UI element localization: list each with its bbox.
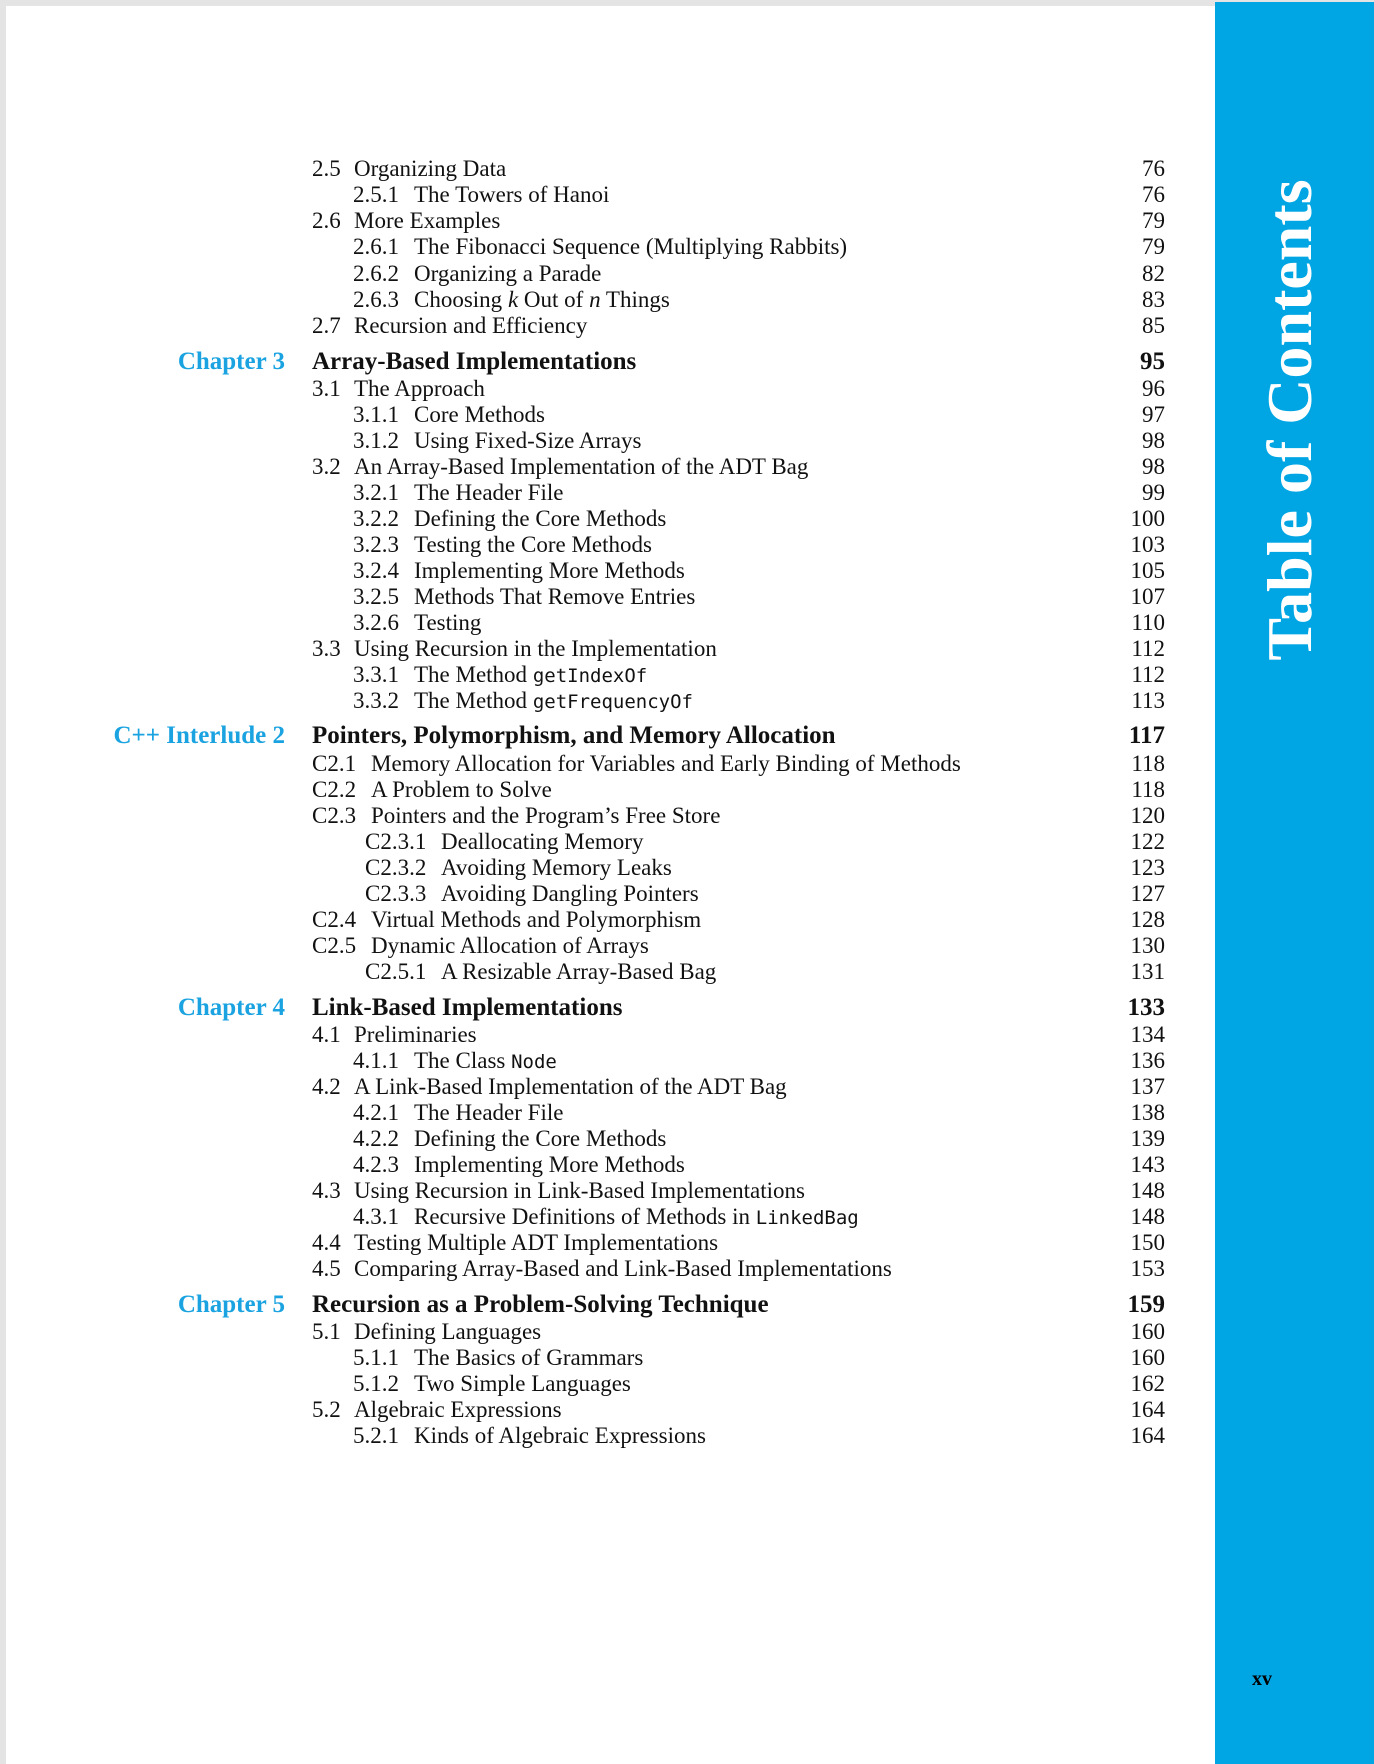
page-ref: 148: [1130, 1178, 1165, 1203]
section-number: 4.3: [312, 1178, 341, 1203]
page-ref: 131: [1130, 959, 1165, 984]
title-text: Implementing More Methods: [414, 558, 685, 583]
page-ref: 79: [1142, 208, 1165, 233]
page-ref: 134: [1130, 1022, 1165, 1047]
chapter-title: [312, 721, 836, 751]
page-ref: 164: [1130, 1423, 1165, 1448]
page-ref: 113: [1131, 688, 1165, 713]
section-title: [354, 311, 587, 341]
title-text: Using Fixed-Size Arrays: [414, 428, 642, 453]
section-title: [441, 957, 716, 987]
title-fragment: Out of: [518, 287, 590, 312]
section-number: C2.3: [312, 803, 357, 828]
chapter-title: [312, 993, 622, 1023]
page-ref: 117: [1128, 722, 1165, 749]
page-ref: 79: [1142, 234, 1165, 259]
title-text: The Header File: [414, 480, 564, 505]
page-ref: 76: [1142, 182, 1165, 207]
toc-chapter-row[interactable]: [0, 993, 1374, 1023]
section-number: 3.3.1: [353, 662, 399, 687]
title-text: Comparing Array-Based and Link-Based Implementations: [354, 1256, 892, 1281]
section-number: 3.1.2: [353, 428, 399, 453]
title-text: More Examples: [354, 208, 501, 233]
chapter-label: C++ Interlude 2: [113, 722, 285, 749]
section-number: 5.1.1: [353, 1345, 399, 1370]
section-number: 3.2.2: [353, 506, 399, 531]
toc-entry-row[interactable]: [0, 1254, 1374, 1284]
section-title: [414, 686, 693, 717]
section-number: 4.3.1: [353, 1204, 399, 1229]
page-ref: 96: [1142, 376, 1165, 401]
chapter-label: Chapter 3: [177, 348, 285, 375]
section-number: 3.1: [312, 376, 341, 401]
section-number: C2.1: [312, 751, 357, 776]
toc-chapter-row[interactable]: [0, 721, 1374, 751]
section-number: 5.2: [312, 1397, 341, 1422]
section-title: [414, 1421, 706, 1451]
section-number: 3.2.6: [353, 610, 399, 635]
title-text: Pointers, Polymorphism, and Memory Allocation: [312, 722, 836, 749]
section-number: C2.3.2: [365, 855, 427, 880]
page-number: xv: [1252, 1668, 1272, 1690]
title-text: Defining the Core Methods: [414, 1126, 667, 1151]
section-number: C2.5: [312, 933, 357, 958]
chapter-label: Chapter 4: [177, 994, 285, 1021]
title-text: Testing the Core Methods: [414, 532, 652, 557]
title-text: Array-Based Implementations: [312, 348, 637, 375]
page-ref: 150: [1130, 1230, 1165, 1255]
section-number: C2.4: [312, 907, 357, 932]
code-identifier: getFrequencyOf: [532, 691, 693, 713]
title-text: Link-Based Implementations: [312, 994, 623, 1021]
chapter-title: [312, 1290, 769, 1320]
title-text: Methods That Remove Entries: [414, 584, 696, 609]
page-ref: 136: [1130, 1048, 1165, 1073]
toc-entry-row[interactable]: [0, 686, 1374, 716]
title-text: Preliminaries: [354, 1022, 477, 1047]
page-ref: 164: [1130, 1397, 1165, 1422]
title-text: Defining the Core Methods: [414, 506, 667, 531]
title-text: Recursive Definitions of Methods in: [414, 1204, 756, 1229]
title-text: Defining Languages: [354, 1319, 542, 1344]
page-ref: 143: [1130, 1152, 1165, 1177]
section-number: 2.6: [312, 208, 341, 233]
section-number: C2.5.1: [365, 959, 427, 984]
page-ref: 105: [1130, 558, 1165, 583]
section-number: 5.1.2: [353, 1371, 399, 1396]
side-title: Table of Contents: [1254, 179, 1325, 661]
title-text: An Array-Based Implementation of the ADT Bag: [354, 454, 809, 479]
section-number: 3.2.5: [353, 584, 399, 609]
title-text: A Resizable Array-Based Bag: [441, 959, 717, 984]
section-number: 4.4: [312, 1230, 341, 1255]
title-text: The Fibonacci Sequence (Multiplying Rabbits): [414, 234, 848, 259]
section-number: 4.2.1: [353, 1100, 399, 1125]
page-ref: 110: [1131, 610, 1165, 635]
title-text: Avoiding Dangling Pointers: [441, 881, 699, 906]
page-ref: 139: [1130, 1126, 1165, 1151]
title-text: The Header File: [414, 1100, 564, 1125]
page-ref: 98: [1142, 454, 1165, 479]
title-fragment: Choosing: [414, 287, 508, 312]
title-text: Virtual Methods and Polymorphism: [371, 907, 702, 932]
page-ref: 153: [1130, 1256, 1165, 1281]
page-ref: 95: [1140, 348, 1165, 375]
section-number: 3.2: [312, 454, 341, 479]
toc-entry-row[interactable]: [0, 957, 1374, 987]
section-number: C2.3.3: [365, 881, 427, 906]
page-ref: 82: [1142, 261, 1165, 286]
page-ref: 100: [1130, 506, 1165, 531]
page-ref: 112: [1131, 636, 1165, 661]
page-ref: 138: [1130, 1100, 1165, 1125]
section-number: 4.1.1: [353, 1048, 399, 1073]
page-ref: 128: [1130, 907, 1165, 932]
title-text: The Method: [414, 688, 533, 713]
section-number: 2.6.2: [353, 261, 399, 286]
section-number: 2.5.1: [353, 182, 399, 207]
section-title: [354, 1254, 892, 1284]
title-text: Algebraic Expressions: [354, 1397, 562, 1422]
title-text: Using Recursion in the Implementation: [354, 636, 717, 661]
title-text: Implementing More Methods: [414, 1152, 685, 1177]
title-text: Testing: [414, 610, 482, 635]
title-fragment: Things: [600, 287, 670, 312]
code-identifier: Node: [511, 1051, 557, 1073]
chapter-title: [312, 347, 636, 377]
title-text: Two Simple Languages: [414, 1371, 631, 1396]
title-text: Avoiding Memory Leaks: [441, 855, 672, 880]
page-ref: 130: [1130, 933, 1165, 958]
title-text: The Method: [414, 662, 533, 687]
page-ref: 112: [1131, 662, 1165, 687]
page-ref: 107: [1130, 584, 1165, 609]
section-number: 3.2.1: [353, 480, 399, 505]
page-ref: 98: [1142, 428, 1165, 453]
section-number: 4.2: [312, 1074, 341, 1099]
page-ref: 160: [1130, 1345, 1165, 1370]
toc-chapter-row[interactable]: [0, 1290, 1374, 1320]
title-text: A Link-Based Implementation of the ADT Bag: [354, 1074, 787, 1099]
section-number: 3.2.4: [353, 558, 399, 583]
italic-variable: n: [589, 287, 601, 312]
title-text: Organizing Data: [354, 156, 507, 181]
page-ref: 148: [1130, 1204, 1165, 1229]
section-number: 4.2.2: [353, 1126, 399, 1151]
code-identifier: LinkedBag: [755, 1207, 859, 1229]
toc-entry-row[interactable]: [0, 232, 1374, 262]
page-ref: 159: [1127, 1291, 1165, 1318]
page-ref: 160: [1130, 1319, 1165, 1344]
italic-variable: k: [507, 287, 519, 312]
page-ref: 118: [1131, 751, 1165, 776]
section-number: 5.1: [312, 1319, 341, 1344]
section-number: 3.1.1: [353, 402, 399, 427]
title-text: Memory Allocation for Variables and Early Binding of Methods: [371, 751, 961, 776]
section-title: [414, 232, 847, 262]
toc-entry-row[interactable]: [0, 311, 1374, 341]
section-number: 2.7: [312, 313, 341, 338]
title-text: Recursion and Efficiency: [354, 313, 588, 338]
section-number: 3.3.2: [353, 688, 399, 713]
page-ref: 123: [1130, 855, 1165, 880]
title-text: Organizing a Parade: [414, 261, 602, 286]
title-text: Deallocating Memory: [441, 829, 644, 854]
title-text: The Class: [414, 1048, 512, 1073]
code-identifier: getIndexOf: [532, 665, 648, 687]
title-text: Core Methods: [414, 402, 545, 427]
section-number: 2.6.1: [353, 234, 399, 259]
page-ref: 137: [1130, 1074, 1165, 1099]
section-number: 4.5: [312, 1256, 341, 1281]
title-text: Recursion as a Problem-Solving Technique: [312, 1291, 769, 1318]
toc-chapter-row[interactable]: [0, 347, 1374, 377]
title-text: The Towers of Hanoi: [414, 182, 610, 207]
page-ref: 76: [1142, 156, 1165, 181]
page-ref: 103: [1130, 532, 1165, 557]
section-number: 2.5: [312, 156, 341, 181]
page-ref: 122: [1130, 829, 1165, 854]
section-number: 4.1: [312, 1022, 341, 1047]
section-number: 5.2.1: [353, 1423, 399, 1448]
page-ref: 85: [1142, 313, 1165, 338]
section-number: C2.3.1: [365, 829, 427, 854]
page-ref: 162: [1130, 1371, 1165, 1396]
section-number: 3.3: [312, 636, 341, 661]
title-text: Pointers and the Program’s Free Store: [371, 803, 721, 828]
title-text: Using Recursion in Link-Based Implementations: [354, 1178, 805, 1203]
title-text: Testing Multiple ADT Implementations: [354, 1230, 719, 1255]
title-text: Kinds of Algebraic Expressions: [414, 1423, 706, 1448]
section-number: 2.6.3: [353, 287, 399, 312]
page-ref: 99: [1142, 480, 1165, 505]
page-ref: 83: [1142, 287, 1165, 312]
page-ref: 97: [1142, 402, 1165, 427]
page-ref: 120: [1130, 803, 1165, 828]
title-text: The Basics of Grammars: [414, 1345, 644, 1370]
title-text: A Problem to Solve: [371, 777, 552, 802]
page-ref: 133: [1127, 994, 1165, 1021]
section-number: 4.2.3: [353, 1152, 399, 1177]
toc-entry-row[interactable]: [0, 1421, 1374, 1451]
page-ref: 127: [1130, 881, 1165, 906]
page-ref: 118: [1131, 777, 1165, 802]
chapter-label: Chapter 5: [177, 1291, 285, 1318]
section-number: 3.2.3: [353, 532, 399, 557]
title-text: The Approach: [354, 376, 485, 401]
title-text: Dynamic Allocation of Arrays: [371, 933, 649, 958]
section-number: C2.2: [312, 777, 357, 802]
